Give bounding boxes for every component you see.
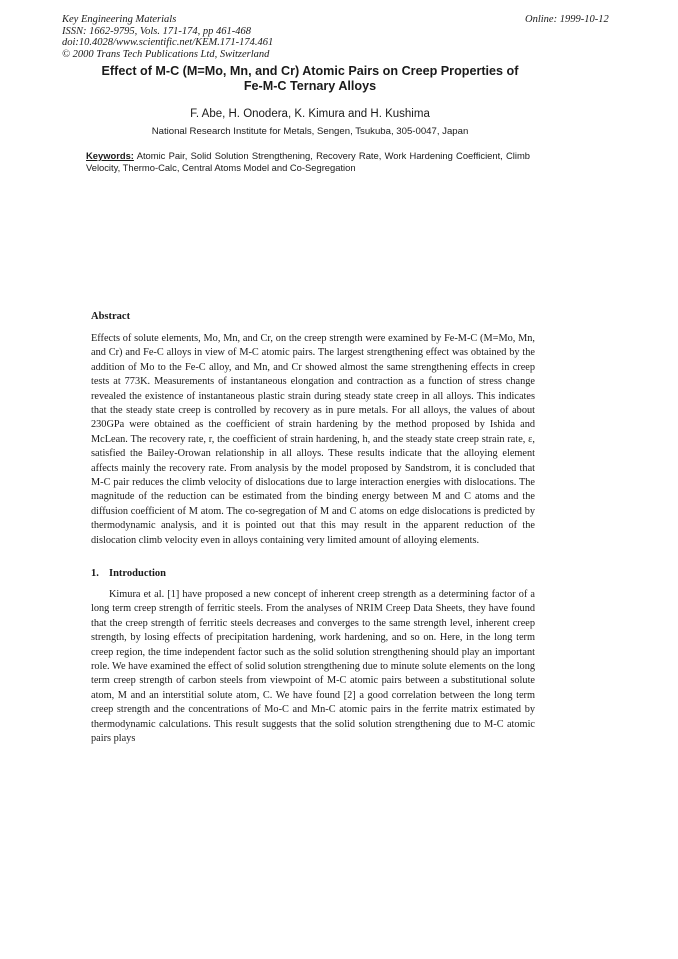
- paper-title-line-2: Fe-M-C Ternary Alloys: [243, 79, 377, 93]
- section-number: 1.: [91, 568, 99, 579]
- journal-issn: ISSN: 1662-9795, Vols. 171-174, pp 461-468: [62, 25, 251, 37]
- introduction-heading: [91, 568, 166, 579]
- keywords-label: Keywords:: [86, 150, 134, 161]
- journal-name: Key Engineering Materials: [62, 14, 177, 25]
- section-title: Introduction: [109, 568, 166, 579]
- paper-title-line-1: Effect of M-C (M=Mo, Mn, and Cr) Atomic Pairs on Creep Properties of: [101, 64, 519, 78]
- abstract-text: Effects of solute elements, Mo, Mn, and Cr, on the creep strength were examined by Fe-M-C (M=Mo, Mn, and Cr) and Fe-C alloys in view of M-C atomic pairs. The largest strengthening effect was obtained by the addition of Mo to the Fe-C alloy, and Mn, and Cr showed almost the same strengthening effects in creep tests at 773K. Measurements of instantaneous elongation and contraction as a function of stress change revealed the existence of instantaneous plastic strain during steady state creep in all alloys. This indicates that the steady state creep is controlled by recovery as in pure metals. For all alloys, the values of about 230GPa were obtained as the coefficient of strain hardening by the method proposed by Ishida and McLean. The recovery rate, r, the coefficient of strain hardening, h, and the steady state creep strain rate, ε, satisfied the Bailey-Orowan relationship in all alloys. These results indicate that the alloying element affects mainly the recovery rate. From analysis by the model proposed by Sandstrom, it is concluded that M-C pair reduces the climb velocity of dislocations due to large interaction energies with dislocations. The magnitude of the reduction can be estimated from the binding energy between M and C atoms and the diffusion coefficient of M atom. The co-segregation of M and C atoms on edge dislocations is predicted by thermodynamic analysis, and it is pointed out that this may result in the apparent reduction of the dislocation climb velocity even in alloys containing very limited amount of alloying elements.: [91, 333, 535, 546]
- paper-authors: F. Abe, H. Onodera, K. Kimura and H. Kushima: [190, 108, 430, 120]
- paper-affiliation: National Research Institute for Metals, Sengen, Tsukuba, 305-0047, Japan: [151, 126, 469, 137]
- introduction-text: Kimura et al. [1] have proposed a new concept of inherent creep strength as a determining factor of a long term creep strength of ferritic steels. From the analyses of NRIM Creep Data Sheets, they have found that the creep strength of ferritic steels decreases and converges to the same strength level, inherent creep strength, by losing effects of precipitation hardening, work hardening, and so on. Here, in the long term creep region, the time independent factor such as the solid solution strengthening should play an important role. We have examined the effect of solid solution strengthening due to minute solute elements on the long term creep strength of carbon steels from viewpoint of M-C atomic pairs between a substitutional solute atom, M and an interstitial solute atom, C. We have found [2] a good correlation between the long term creep strength and the concentrations of Mo-C and Mn-C atomic pairs in the ferrite matrix estimated by thermodynamic calculations. This result suggests that the solid solution strengthening due to M-C atomic pairs plays: [91, 589, 535, 745]
- abstract-heading: Abstract: [91, 311, 131, 322]
- paper-title: [80, 64, 540, 94]
- journal-copyright: © 2000 Trans Tech Publications Ltd, Switzerland: [62, 48, 270, 60]
- journal-info: [62, 14, 273, 60]
- online-date: Online: 1999-10-12: [525, 14, 609, 25]
- keywords-text: Atomic Pair, Solid Solution Strengthening, Recovery Rate, Work Hardening Coefficient, Climb Velocity, Thermo-Calc, Central Atoms Model and Co-Segregation: [86, 150, 530, 173]
- journal-doi: doi:10.4028/www.scientific.net/KEM.171-174.461: [62, 37, 274, 48]
- keywords-block: [86, 150, 530, 174]
